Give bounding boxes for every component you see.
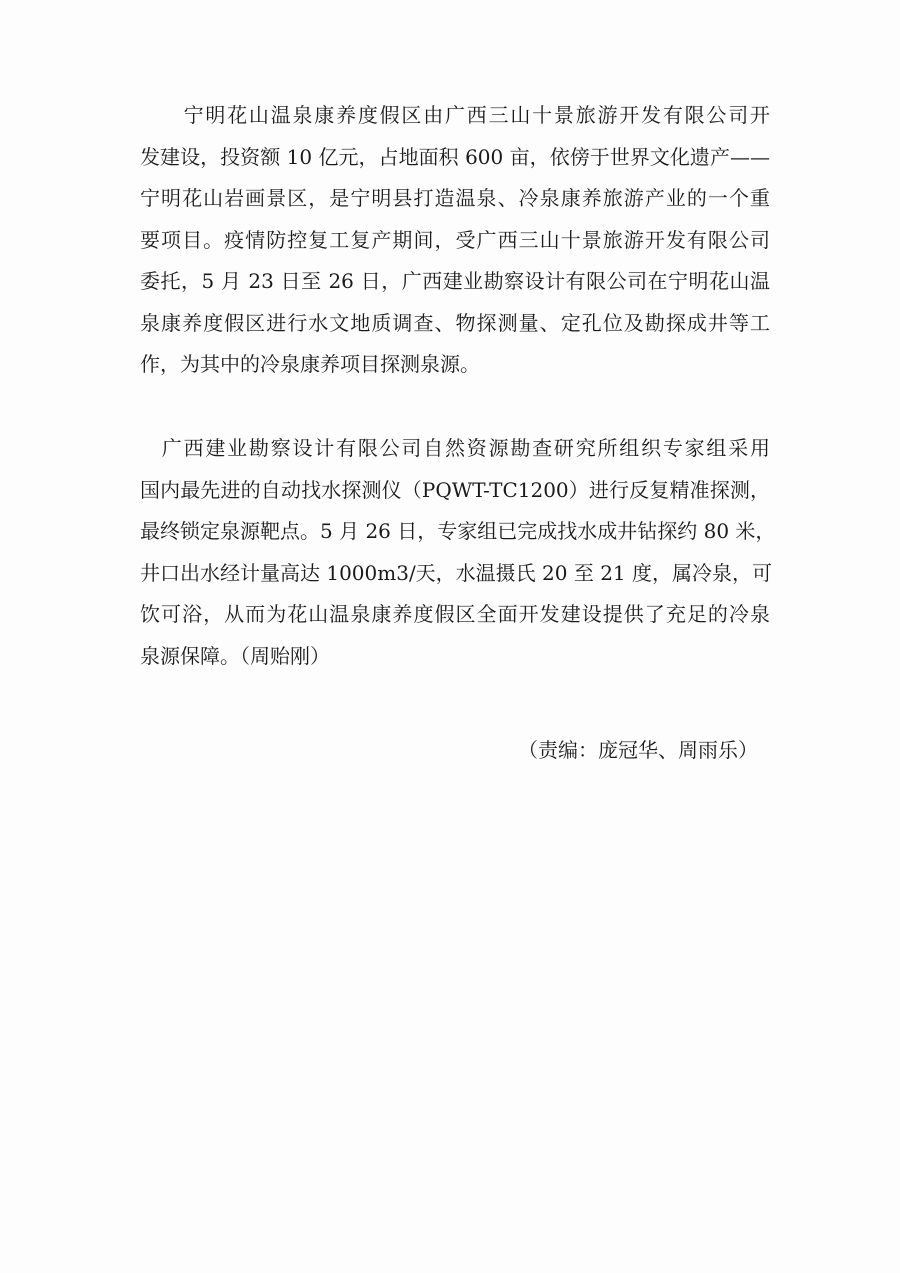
paragraph-line: 要项目。疫情防控复工复产期间，受广西三山十景旅游开发有限公司 — [140, 227, 770, 252]
paragraph-line: 发建设，投资额 10 亿元，占地面积 600 亩，依傍于世界文化遗产—— — [140, 144, 770, 169]
paragraph-line: 泉康养度假区进行水文地质调查、物探测量、定孔位及勘探成井等工 — [140, 310, 770, 335]
paragraph-1 — [140, 95, 770, 386]
paragraph-line: 国内最先进的自动找水探测仪（PQWT-TC1200）进行反复精准探测， — [140, 477, 770, 502]
paragraph-line: 饮可浴，从而为花山温泉康养度假区全面开发建设提供了充足的冷泉 — [140, 602, 770, 626]
paragraph-line: 井口出水经计量高达 1000m3/天，水温摄氏 20 至 21 度，属冷泉，可 — [140, 560, 773, 585]
editor-credit: （责编：庞冠华、周雨乐） — [518, 738, 758, 762]
paragraph-line: 最终锁定泉源靶点。5 月 26 日，专家组已完成找水成井钻探约 80 米， — [140, 519, 776, 543]
paragraph-line: 宁明花山温泉康养度假区由广西三山十景旅游开发有限公司开 — [140, 103, 770, 127]
paragraph-line: 委托，5 月 23 日至 26 日，广西建业勘察设计有限公司在宁明花山温 — [140, 269, 770, 293]
paragraph-2 — [140, 428, 776, 677]
paragraph-line: 泉源保障。（周贻刚） — [140, 643, 330, 668]
paragraph-line: 作，为其中的冷泉康养项目探测泉源。 — [140, 352, 480, 376]
paragraph-line: 宁明花山岩画景区，是宁明县打造温泉、冷泉康养旅游产业的一个重 — [140, 186, 770, 210]
paragraph-line: 广西建业勘察设计有限公司自然资源勘查研究所组织专家组采用 — [140, 436, 770, 460]
